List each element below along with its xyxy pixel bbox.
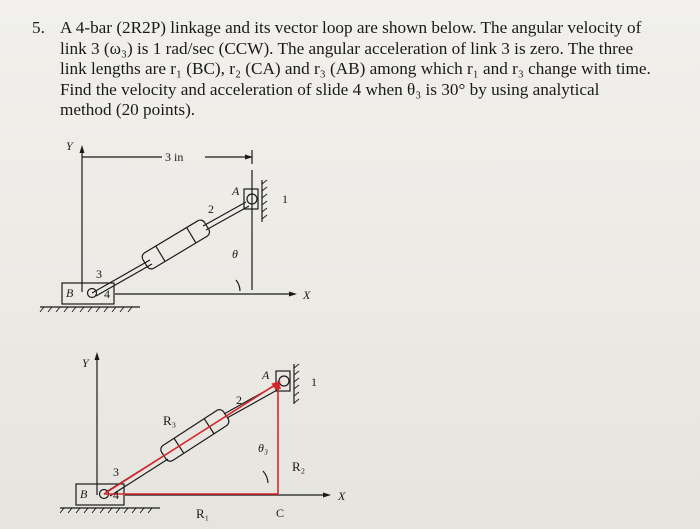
bottom-link-1-label: 1	[311, 375, 317, 389]
vector-r3	[104, 383, 278, 494]
problem-line-4: Find the velocity and acceleration of slide 4 when θ₃ is 30° by using analytical	[60, 79, 600, 99]
bottom-ground-hatch	[60, 508, 152, 513]
bottom-point-c-label: C	[276, 506, 285, 520]
problem-line-3: link lengths are r₁ (BC), r₂ (CA) and r₃ (AB) among which r₁ and r₃ change with time.	[60, 59, 651, 78]
bottom-angle-arc	[263, 471, 268, 483]
problem-line-1: A 4-bar (2R2P) linkage and its vector loop are shown below. The angular velocity of	[60, 18, 642, 37]
vector-loop	[104, 380, 281, 494]
bottom-x-axis-label: X	[338, 489, 346, 503]
bottom-link-3-label: 3	[113, 465, 119, 479]
top-link-4-label: 4	[104, 287, 110, 301]
bottom-y-axis-arrow	[95, 352, 100, 360]
top-link-2-label: 2	[208, 202, 214, 216]
bottom-link-2-label: 2	[236, 393, 242, 407]
bottom-x-axis-arrow	[323, 493, 331, 498]
bottom-guide-rail-hatch	[294, 364, 299, 403]
bottom-r2-label: R₂	[292, 459, 306, 474]
top-point-b-label: B	[66, 286, 74, 300]
bottom-link-2-rod-edge	[227, 389, 279, 418]
bottom-point-b-label: B	[80, 487, 88, 501]
bottom-r3-label: R₃	[163, 413, 177, 428]
bottom-pin-a	[279, 376, 289, 386]
bottom-angle-label: θ₃	[258, 441, 269, 455]
top-y-axis-label: Y	[66, 139, 73, 153]
top-angle-label: θ	[232, 247, 238, 261]
bottom-r1-label: R₁	[196, 506, 210, 521]
problem-line-5: method (20 points).	[60, 100, 196, 119]
bottom-y-axis-label: Y	[82, 356, 89, 370]
top-x-axis-label: X	[303, 288, 311, 302]
bottom-point-a-label: A	[262, 368, 270, 382]
top-link-3-label: 3	[96, 267, 102, 281]
top-point-a-label: A	[232, 184, 240, 198]
bottom-link-4-label: 4	[113, 488, 119, 502]
problem-number: 5.	[32, 18, 45, 37]
top-dimension-label: 3 in	[165, 150, 184, 164]
problem-line-2: link 3 (ω₃) is 1 rad/sec (CCW). The angular acceleration of link 3 is zero. The three	[60, 38, 634, 58]
top-link-1-label: 1	[282, 192, 288, 206]
